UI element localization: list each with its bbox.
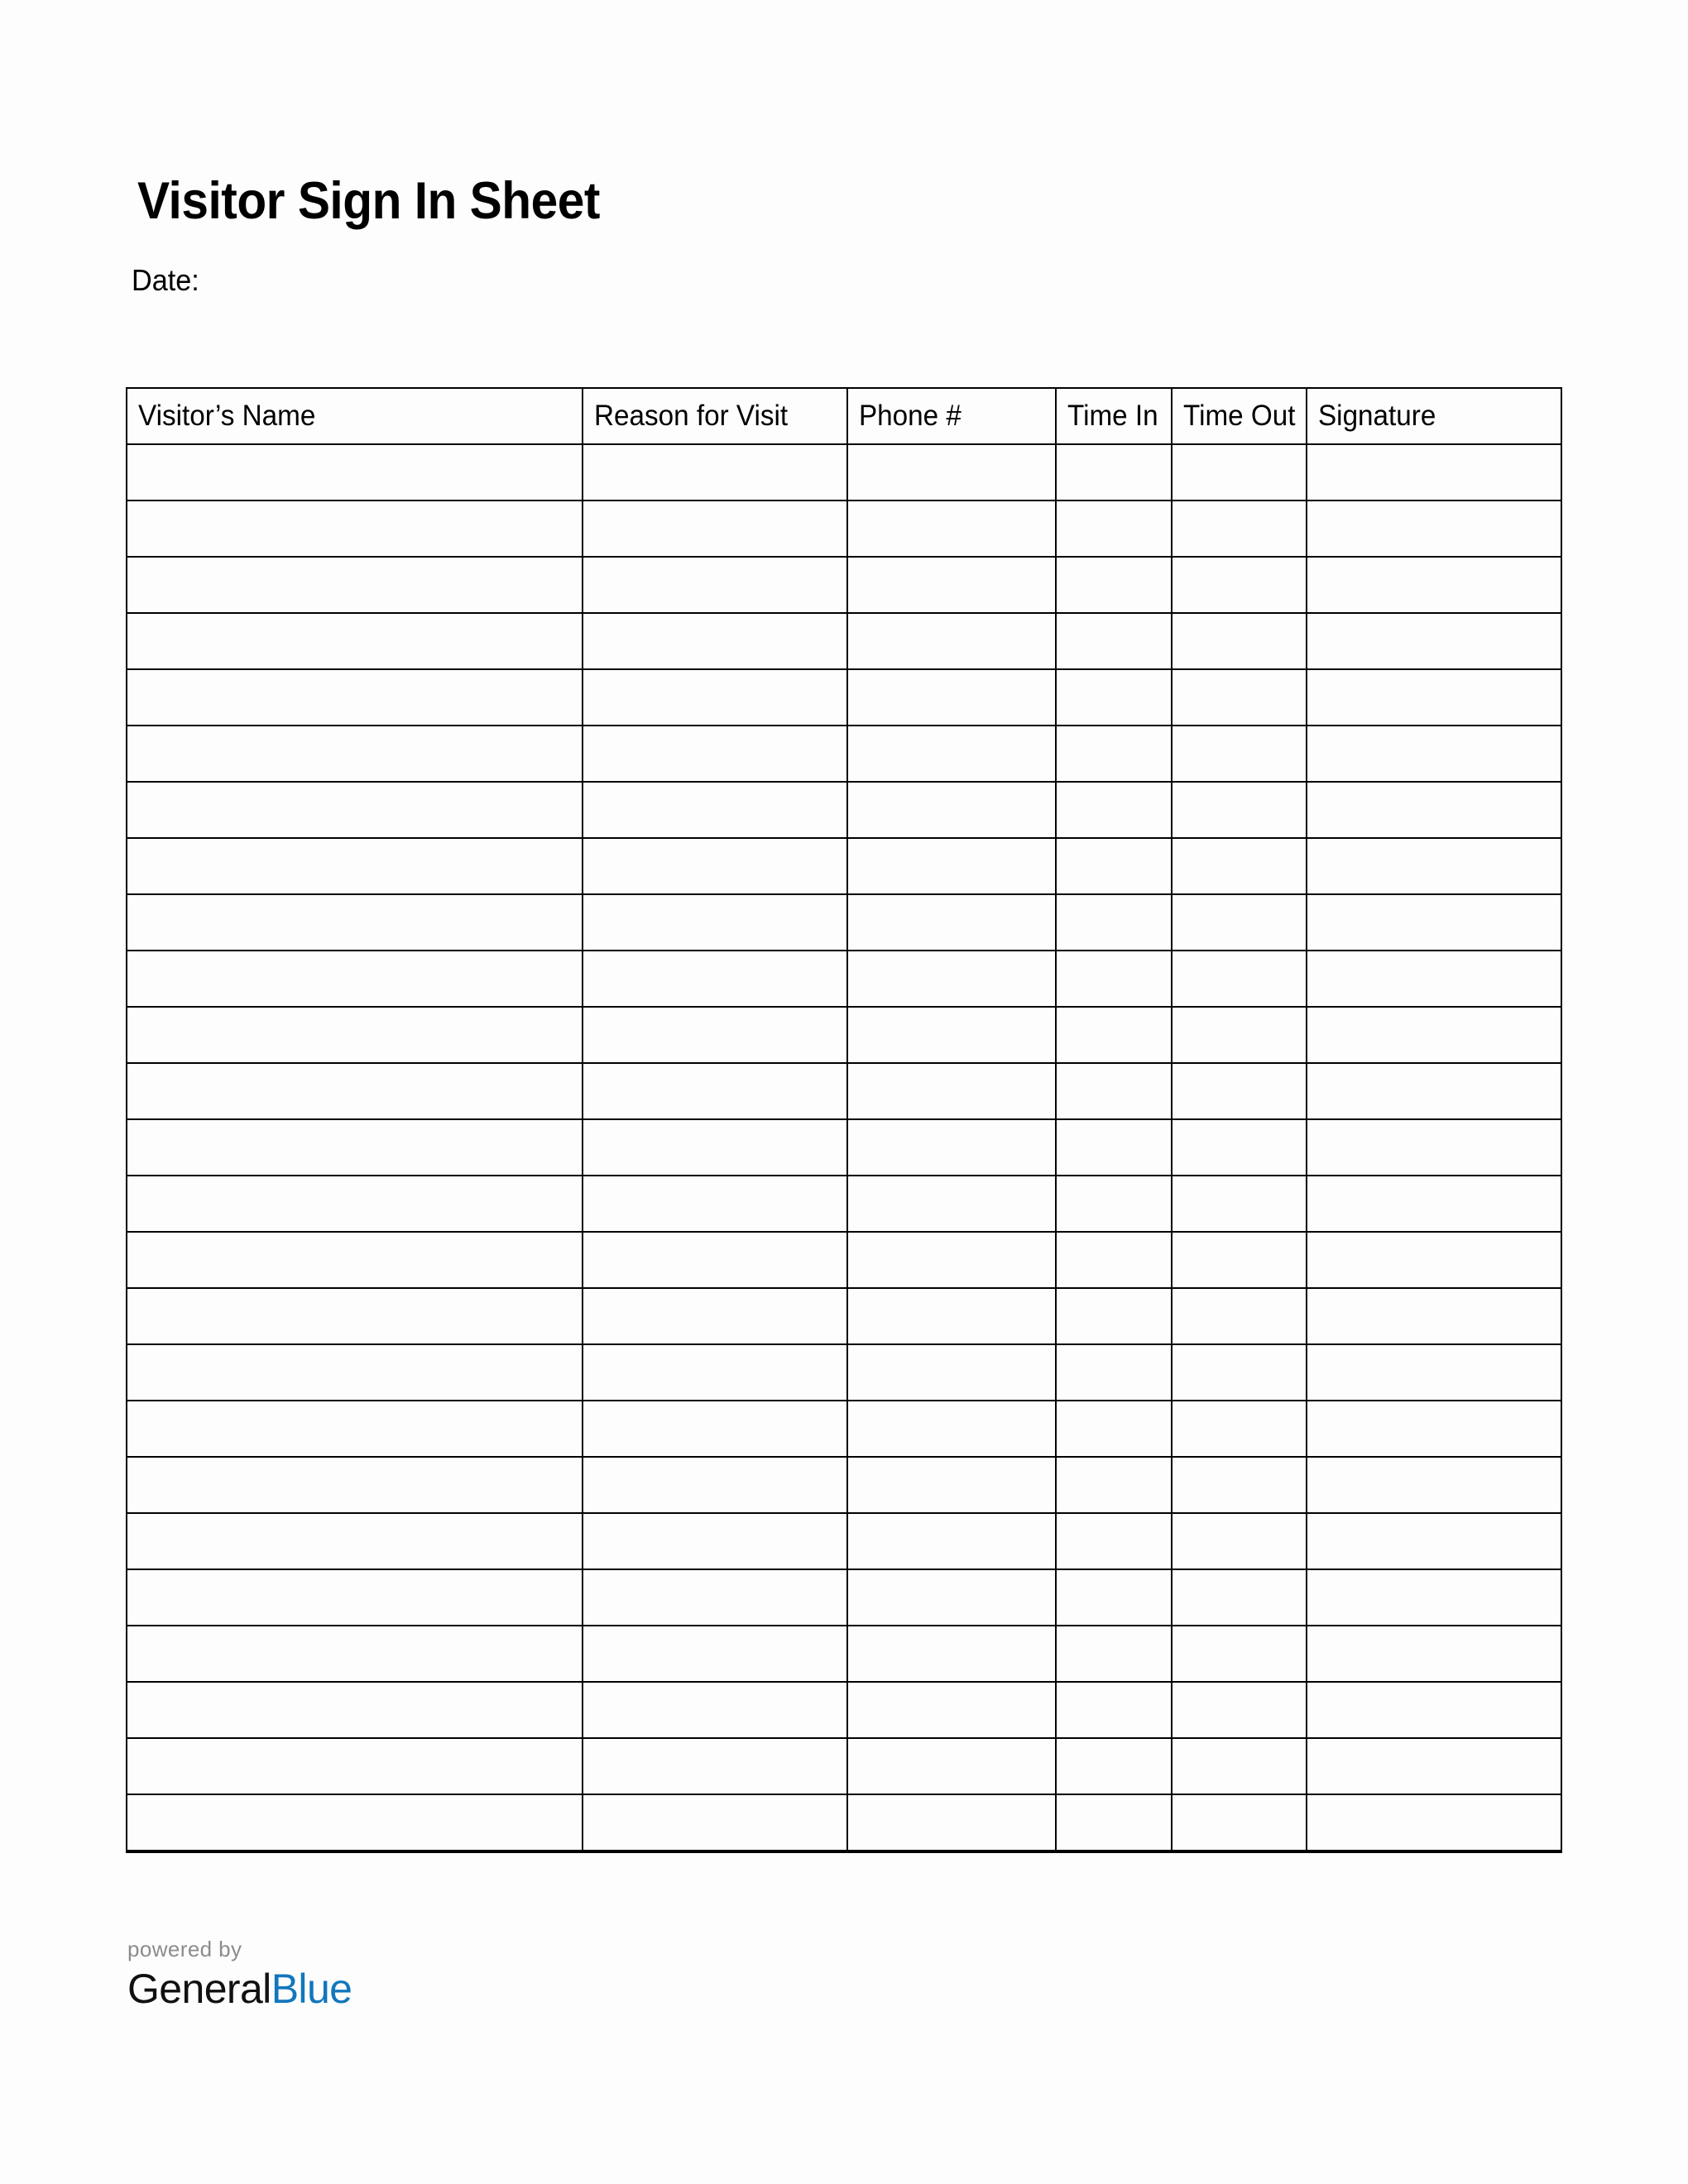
column-header-signature bbox=[1307, 388, 1561, 444]
table-row bbox=[127, 894, 1561, 951]
table-cell[interactable] bbox=[1172, 557, 1307, 613]
table-cell[interactable] bbox=[127, 1626, 583, 1682]
table-cell[interactable] bbox=[1172, 1401, 1307, 1457]
table-cell[interactable] bbox=[583, 1288, 847, 1344]
page-title: Visitor Sign In Sheet bbox=[137, 172, 600, 231]
column-header-time-out-label: Time Out bbox=[1183, 400, 1296, 432]
table-cell[interactable] bbox=[847, 838, 1056, 894]
table-cell[interactable] bbox=[1056, 1232, 1172, 1288]
table-cell[interactable] bbox=[847, 1457, 1056, 1513]
column-header-signature-label: Signature bbox=[1318, 400, 1436, 432]
table-cell[interactable] bbox=[1172, 726, 1307, 782]
table-cell[interactable] bbox=[1307, 669, 1561, 726]
table-row bbox=[127, 726, 1561, 782]
table-cell[interactable] bbox=[1172, 669, 1307, 726]
table-cell[interactable] bbox=[583, 1232, 847, 1288]
table-cell[interactable] bbox=[847, 1513, 1056, 1569]
table-cell[interactable] bbox=[1172, 500, 1307, 557]
table-cell[interactable] bbox=[583, 1513, 847, 1569]
table-cell[interactable] bbox=[583, 1119, 847, 1176]
table-cell[interactable] bbox=[583, 1063, 847, 1119]
table-cell[interactable] bbox=[1307, 782, 1561, 838]
table-row bbox=[127, 1344, 1561, 1401]
table-cell[interactable] bbox=[1056, 1288, 1172, 1344]
table-cell[interactable] bbox=[1307, 613, 1561, 669]
table-cell[interactable] bbox=[1307, 1794, 1561, 1851]
powered-by-label: powered by bbox=[127, 1937, 242, 1961]
table-cell[interactable] bbox=[1056, 1682, 1172, 1738]
table-cell[interactable] bbox=[583, 1401, 847, 1457]
table-cell[interactable] bbox=[1172, 1007, 1307, 1063]
table-cell[interactable] bbox=[127, 1738, 583, 1794]
table-cell[interactable] bbox=[1172, 1682, 1307, 1738]
table-row bbox=[127, 669, 1561, 726]
table-cell[interactable] bbox=[583, 1626, 847, 1682]
table-cell[interactable] bbox=[1172, 894, 1307, 951]
table-cell[interactable] bbox=[847, 1682, 1056, 1738]
table-row bbox=[127, 951, 1561, 1007]
table-cell[interactable] bbox=[583, 894, 847, 951]
table-cell[interactable] bbox=[847, 669, 1056, 726]
table-cell[interactable] bbox=[1307, 1119, 1561, 1176]
table-cell[interactable] bbox=[1056, 500, 1172, 557]
column-header-reason-for-visit-label: Reason for Visit bbox=[594, 400, 789, 432]
table-cell[interactable] bbox=[1056, 669, 1172, 726]
table-row bbox=[127, 557, 1561, 613]
table-cell[interactable] bbox=[1307, 894, 1561, 951]
table-cell[interactable] bbox=[583, 1344, 847, 1401]
table-cell[interactable] bbox=[1307, 838, 1561, 894]
table-row bbox=[127, 500, 1561, 557]
table-row bbox=[127, 1288, 1561, 1344]
table-cell[interactable] bbox=[1307, 500, 1561, 557]
table-cell[interactable] bbox=[1172, 951, 1307, 1007]
table-cell[interactable] bbox=[583, 1569, 847, 1626]
table-cell[interactable] bbox=[127, 1176, 583, 1232]
table-row bbox=[127, 613, 1561, 669]
table-cell[interactable] bbox=[127, 1344, 583, 1401]
table-cell[interactable] bbox=[127, 782, 583, 838]
table-row bbox=[127, 1119, 1561, 1176]
table-cell[interactable] bbox=[847, 782, 1056, 838]
table-cell[interactable] bbox=[1307, 1513, 1561, 1569]
table-cell[interactable] bbox=[1172, 838, 1307, 894]
table-cell[interactable] bbox=[847, 444, 1056, 500]
wordmark-general: General bbox=[127, 1966, 271, 2012]
table-cell[interactable] bbox=[127, 1007, 583, 1063]
table-cell[interactable] bbox=[1056, 1063, 1172, 1119]
table-row bbox=[127, 1626, 1561, 1682]
table-cell[interactable] bbox=[1056, 894, 1172, 951]
column-header-visitor-name-label: Visitor’s Name bbox=[138, 400, 316, 432]
table-cell[interactable] bbox=[127, 613, 583, 669]
table-cell[interactable] bbox=[1056, 782, 1172, 838]
table-row bbox=[127, 1794, 1561, 1851]
table-cell[interactable] bbox=[1056, 1794, 1172, 1851]
table-cell[interactable] bbox=[847, 726, 1056, 782]
table-cell[interactable] bbox=[583, 782, 847, 838]
table-cell[interactable] bbox=[1056, 1738, 1172, 1794]
table-cell[interactable] bbox=[583, 1794, 847, 1851]
table-cell[interactable] bbox=[1172, 613, 1307, 669]
table-cell[interactable] bbox=[583, 838, 847, 894]
table-row bbox=[127, 1513, 1561, 1569]
table-cell[interactable] bbox=[1056, 557, 1172, 613]
footer-logo bbox=[127, 1937, 352, 2012]
table-body bbox=[127, 444, 1561, 1851]
table-cell[interactable] bbox=[127, 1513, 583, 1569]
table-cell[interactable] bbox=[1172, 1626, 1307, 1682]
table-header-row bbox=[127, 388, 1561, 444]
table-row bbox=[127, 838, 1561, 894]
table-row bbox=[127, 1682, 1561, 1738]
table-cell[interactable] bbox=[1172, 1232, 1307, 1288]
table-cell[interactable] bbox=[1172, 1288, 1307, 1344]
table-cell[interactable] bbox=[1307, 1007, 1561, 1063]
table-cell[interactable] bbox=[1172, 1176, 1307, 1232]
table-cell[interactable] bbox=[847, 500, 1056, 557]
table-cell[interactable] bbox=[583, 951, 847, 1007]
table-cell[interactable] bbox=[1056, 951, 1172, 1007]
table-cell[interactable] bbox=[583, 1457, 847, 1513]
table-cell[interactable] bbox=[847, 613, 1056, 669]
table-cell[interactable] bbox=[127, 669, 583, 726]
table-cell[interactable] bbox=[583, 1738, 847, 1794]
table-cell[interactable] bbox=[127, 726, 583, 782]
table-cell[interactable] bbox=[583, 444, 847, 500]
table-cell[interactable] bbox=[583, 1176, 847, 1232]
column-header-time-in bbox=[1056, 388, 1172, 444]
table-cell[interactable] bbox=[127, 1682, 583, 1738]
table-cell[interactable] bbox=[127, 1569, 583, 1626]
table-cell[interactable] bbox=[1056, 1513, 1172, 1569]
table-cell[interactable] bbox=[127, 1232, 583, 1288]
table-cell[interactable] bbox=[127, 557, 583, 613]
table-cell[interactable] bbox=[847, 1401, 1056, 1457]
table-cell[interactable] bbox=[847, 1794, 1056, 1851]
table-cell[interactable] bbox=[1307, 1682, 1561, 1738]
table-cell[interactable] bbox=[847, 1738, 1056, 1794]
table-cell[interactable] bbox=[1056, 1007, 1172, 1063]
table-cell[interactable] bbox=[1056, 613, 1172, 669]
table-cell[interactable] bbox=[847, 1007, 1056, 1063]
table-cell[interactable] bbox=[1056, 1569, 1172, 1626]
table-header bbox=[127, 388, 1561, 444]
table-cell[interactable] bbox=[1056, 1457, 1172, 1513]
table-cell[interactable] bbox=[1056, 838, 1172, 894]
table-cell[interactable] bbox=[1172, 1794, 1307, 1851]
table-cell[interactable] bbox=[847, 951, 1056, 1007]
table-cell[interactable] bbox=[847, 1569, 1056, 1626]
table-cell[interactable] bbox=[847, 1119, 1056, 1176]
table-cell[interactable] bbox=[1056, 1401, 1172, 1457]
table-cell[interactable] bbox=[583, 1007, 847, 1063]
table-cell[interactable] bbox=[1307, 1232, 1561, 1288]
table-cell[interactable] bbox=[1172, 1738, 1307, 1794]
table-cell[interactable] bbox=[1172, 1063, 1307, 1119]
table-cell[interactable] bbox=[1172, 1569, 1307, 1626]
table-cell[interactable] bbox=[127, 444, 583, 500]
column-header-reason-for-visit bbox=[583, 388, 847, 444]
table-cell[interactable] bbox=[1307, 726, 1561, 782]
table-cell[interactable] bbox=[1056, 444, 1172, 500]
column-header-visitor-name bbox=[127, 388, 583, 444]
table-cell[interactable] bbox=[1056, 1626, 1172, 1682]
table-cell[interactable] bbox=[1172, 1457, 1307, 1513]
table-row bbox=[127, 1063, 1561, 1119]
table-cell[interactable] bbox=[1172, 1344, 1307, 1401]
column-header-phone bbox=[847, 388, 1056, 444]
table-row bbox=[127, 1176, 1561, 1232]
table-cell[interactable] bbox=[847, 894, 1056, 951]
table-cell[interactable] bbox=[127, 500, 583, 557]
column-header-time-out bbox=[1172, 388, 1307, 444]
table-cell[interactable] bbox=[583, 726, 847, 782]
table-cell[interactable] bbox=[583, 500, 847, 557]
table-cell[interactable] bbox=[1172, 444, 1307, 500]
table-row bbox=[127, 444, 1561, 500]
table-cell[interactable] bbox=[1307, 1401, 1561, 1457]
table-cell[interactable] bbox=[1307, 1569, 1561, 1626]
table-cell[interactable] bbox=[127, 1119, 583, 1176]
table-cell[interactable] bbox=[1172, 782, 1307, 838]
table-cell[interactable] bbox=[1307, 1344, 1561, 1401]
table-row bbox=[127, 1457, 1561, 1513]
table-row bbox=[127, 1569, 1561, 1626]
table-cell[interactable] bbox=[1307, 444, 1561, 500]
table-cell[interactable] bbox=[583, 669, 847, 726]
table-cell[interactable] bbox=[847, 1626, 1056, 1682]
table-cell[interactable] bbox=[127, 1288, 583, 1344]
table-cell[interactable] bbox=[1307, 1738, 1561, 1794]
table-cell[interactable] bbox=[847, 1232, 1056, 1288]
table-cell[interactable] bbox=[1172, 1513, 1307, 1569]
column-header-time-in-label: Time In bbox=[1067, 400, 1158, 432]
table-cell[interactable] bbox=[1056, 1119, 1172, 1176]
table-cell[interactable] bbox=[1307, 1176, 1561, 1232]
table-cell[interactable] bbox=[127, 894, 583, 951]
table-row bbox=[127, 782, 1561, 838]
table-cell[interactable] bbox=[127, 951, 583, 1007]
table-cell[interactable] bbox=[1056, 726, 1172, 782]
table-cell[interactable] bbox=[583, 613, 847, 669]
table-row bbox=[127, 1401, 1561, 1457]
table-row bbox=[127, 1232, 1561, 1288]
table-cell[interactable] bbox=[127, 1457, 583, 1513]
table-cell[interactable] bbox=[1307, 1063, 1561, 1119]
table-cell[interactable] bbox=[1056, 1176, 1172, 1232]
visitor-sign-in-table bbox=[126, 387, 1562, 1853]
wordmark-blue: Blue bbox=[271, 1966, 352, 2012]
table-cell[interactable] bbox=[847, 1288, 1056, 1344]
table-cell[interactable] bbox=[127, 838, 583, 894]
table-row bbox=[127, 1738, 1561, 1794]
table-cell[interactable] bbox=[1307, 1457, 1561, 1513]
table-cell[interactable] bbox=[127, 1401, 583, 1457]
generalblue-wordmark bbox=[127, 1966, 352, 2012]
table-cell[interactable] bbox=[847, 557, 1056, 613]
table-cell[interactable] bbox=[1172, 1119, 1307, 1176]
table-cell[interactable] bbox=[127, 1794, 583, 1851]
table-cell[interactable] bbox=[847, 1176, 1056, 1232]
date-label: Date: bbox=[132, 263, 199, 297]
table-cell[interactable] bbox=[127, 1063, 583, 1119]
table-cell[interactable] bbox=[1307, 1288, 1561, 1344]
table-cell[interactable] bbox=[583, 557, 847, 613]
table-cell[interactable] bbox=[1307, 557, 1561, 613]
table-cell[interactable] bbox=[1307, 951, 1561, 1007]
column-header-phone-label: Phone # bbox=[859, 400, 961, 432]
table-cell[interactable] bbox=[1307, 1626, 1561, 1682]
table-cell[interactable] bbox=[847, 1063, 1056, 1119]
table-row bbox=[127, 1007, 1561, 1063]
table-cell[interactable] bbox=[1056, 1344, 1172, 1401]
table-cell[interactable] bbox=[583, 1682, 847, 1738]
table-cell[interactable] bbox=[847, 1344, 1056, 1401]
